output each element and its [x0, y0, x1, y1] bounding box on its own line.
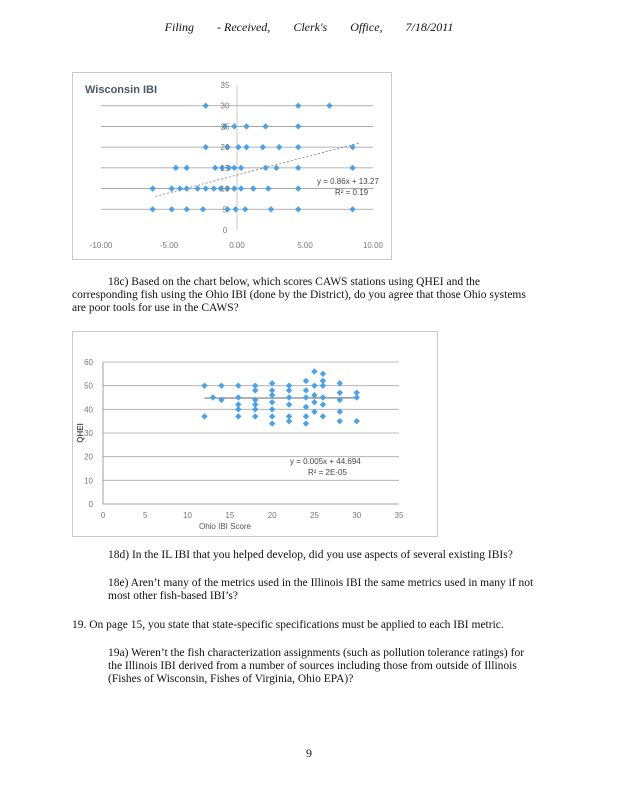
trend-equation: y = 0.86x + 13.27 — [317, 177, 379, 186]
data-point-29 — [303, 378, 309, 384]
x-tick-label: -5.00 — [159, 241, 179, 250]
data-point-46 — [232, 206, 238, 212]
data-point-44 — [320, 401, 326, 407]
data-point-18 — [212, 165, 218, 171]
y-tick-label: 25 — [220, 122, 230, 132]
y-tick-label: 40 — [84, 405, 93, 415]
data-point-9 — [235, 413, 241, 419]
y-tick-label: 0 — [222, 226, 228, 235]
data-point-22 — [269, 420, 275, 426]
data-point-7 — [295, 123, 301, 129]
data-point-17 — [183, 165, 189, 171]
x-tick-label: 20 — [267, 511, 277, 520]
data-point-28 — [286, 418, 292, 424]
data-point-33 — [303, 413, 309, 419]
data-point-47 — [242, 206, 248, 212]
data-point-24 — [273, 165, 279, 171]
x-tick-label: -10.00 — [89, 241, 113, 250]
x-tick-label: 10.00 — [362, 241, 384, 250]
y-tick-label: 30 — [84, 429, 93, 438]
qhei-ohio-ibi-svg — [73, 332, 437, 536]
y-tick-label: 0 — [88, 500, 93, 509]
data-point-40 — [295, 185, 301, 191]
data-point-1 — [201, 413, 207, 419]
y-tick-label: 30 — [220, 101, 230, 111]
y-axis-label: QHEI — [76, 423, 85, 443]
data-point-3 — [218, 382, 224, 388]
data-point-11 — [252, 387, 258, 393]
data-point-41 — [149, 206, 155, 212]
question-18e: 18e) Aren’t many of the metrics used in the Illinois IBI the same metrics used in many if not most other fish-based IBI’s? — [108, 577, 534, 602]
data-point-26 — [286, 401, 292, 407]
data-point-25 — [295, 165, 301, 171]
y-tick-label: 15 — [220, 163, 230, 173]
data-point-42 — [320, 382, 326, 388]
header-date: 7/18/2011 — [405, 20, 454, 34]
header-office: Office, — [350, 20, 383, 34]
data-point-11 — [243, 144, 249, 150]
data-point-14 — [295, 144, 301, 150]
data-point-50 — [337, 418, 343, 424]
data-point-39 — [265, 185, 271, 191]
data-point-8 — [203, 144, 209, 150]
data-point-49 — [295, 206, 301, 212]
data-point-38 — [250, 185, 256, 191]
y-tick-label: 10 — [220, 184, 230, 194]
data-point-47 — [337, 390, 343, 396]
data-point-12 — [260, 144, 266, 150]
page-header — [0, 20, 618, 35]
data-point-37 — [238, 185, 244, 191]
data-point-28 — [169, 185, 175, 191]
x-tick-label: 25 — [309, 511, 319, 520]
header-filing: Filing — [164, 20, 195, 34]
x-tick-label: 15 — [225, 511, 235, 520]
trend-r2: R² = 2E-05 — [308, 468, 347, 477]
data-point-15 — [349, 144, 355, 150]
data-point-26 — [349, 165, 355, 171]
data-point-40 — [320, 371, 326, 377]
data-point-10 — [235, 144, 241, 150]
x-tick-label: 5 — [143, 511, 148, 520]
data-point-5 — [243, 123, 249, 129]
data-point-6 — [235, 394, 241, 400]
data-point-50 — [349, 206, 355, 212]
x-tick-label: 30 — [352, 511, 362, 520]
x-axis-label: Ohio IBI Score — [198, 522, 252, 531]
data-point-32 — [203, 185, 209, 191]
data-point-2 — [210, 394, 216, 400]
data-point-15 — [252, 413, 258, 419]
data-point-30 — [183, 185, 189, 191]
data-point-25 — [286, 394, 292, 400]
data-point-0 — [203, 103, 209, 109]
data-point-21 — [231, 165, 237, 171]
data-point-6 — [262, 123, 268, 129]
data-point-33 — [211, 185, 217, 191]
question-19a: 19a) Weren’t the fish characterization assignments (such as pollution tolerance ratings) for the Illinois IBI derived from a number of sources including those from outside of Illinois (Fishes of Wisconsin, Fishes of Virginia, Ohio EPA)? — [108, 647, 525, 685]
data-point-36 — [311, 382, 317, 388]
y-tick-label: 10 — [84, 476, 93, 486]
data-point-44 — [200, 206, 206, 212]
data-point-19 — [269, 399, 275, 405]
data-point-48 — [268, 206, 274, 212]
header-clerk: Clerk's — [293, 20, 328, 34]
data-point-0 — [201, 382, 207, 388]
y-tick-label: 20 — [84, 452, 93, 462]
trend-equation: y = 0.005x + 44.694 — [290, 457, 361, 466]
wisconsin-ibi-chart — [72, 72, 392, 260]
data-point-1 — [295, 103, 301, 109]
x-tick-label: 10 — [183, 511, 193, 520]
header-received: - Received, — [217, 20, 271, 34]
data-point-42 — [169, 206, 175, 212]
x-tick-label: 5.00 — [297, 241, 313, 250]
y-tick-label: 60 — [84, 358, 93, 367]
chart-title: Wisconsin IBI — [85, 84, 158, 96]
data-point-43 — [183, 206, 189, 212]
y-tick-label: 5 — [222, 205, 228, 215]
data-point-53 — [354, 418, 360, 424]
data-point-14 — [252, 406, 258, 412]
qhei-ohio-ibi-chart — [72, 331, 438, 537]
data-point-21 — [269, 413, 275, 419]
question-18c: 18c) Based on the chart below, which scores CAWS stations using QHEI and the corresponding fish using the Ohio IBI (done by the District), do you agree that those Ohio systems are poor tools for use in the CAWS? — [72, 276, 526, 314]
data-point-27 — [149, 185, 155, 191]
data-point-16 — [173, 165, 179, 171]
data-point-29 — [177, 185, 183, 191]
data-point-18 — [269, 392, 275, 398]
y-tick-label: 35 — [220, 81, 230, 90]
data-point-35 — [311, 368, 317, 374]
y-tick-label: 20 — [220, 143, 230, 153]
data-point-24 — [286, 387, 292, 393]
wisconsin-ibi-svg — [73, 73, 391, 259]
data-point-2 — [326, 103, 332, 109]
data-point-13 — [276, 144, 282, 150]
data-point-31 — [303, 394, 309, 400]
data-point-36 — [231, 185, 237, 191]
page-number: 9 — [306, 746, 312, 760]
data-point-45 — [320, 413, 326, 419]
data-point-20 — [269, 406, 275, 412]
data-point-4 — [231, 123, 237, 129]
x-tick-label: 0.00 — [229, 241, 245, 250]
data-point-37 — [311, 392, 317, 398]
question-18d: 18d) In the IL IBI that you helped develop, did you use aspects of several existing IBIs? — [108, 549, 513, 561]
question-19: 19. On page 15, you state that state-specific specifications must be applied to each IBI metric. — [72, 619, 504, 631]
data-point-8 — [235, 406, 241, 412]
data-point-34 — [303, 420, 309, 426]
data-point-52 — [354, 394, 360, 400]
x-tick-label: 35 — [394, 511, 404, 520]
data-point-43 — [320, 394, 326, 400]
data-point-38 — [311, 399, 317, 405]
data-point-23 — [262, 165, 268, 171]
data-point-5 — [235, 382, 241, 388]
data-point-30 — [303, 387, 309, 393]
x-tick-label: 0 — [100, 511, 106, 520]
trend-r2: R² = 0.19 — [335, 188, 369, 197]
y-tick-label: 50 — [84, 381, 93, 391]
data-point-22 — [238, 165, 244, 171]
